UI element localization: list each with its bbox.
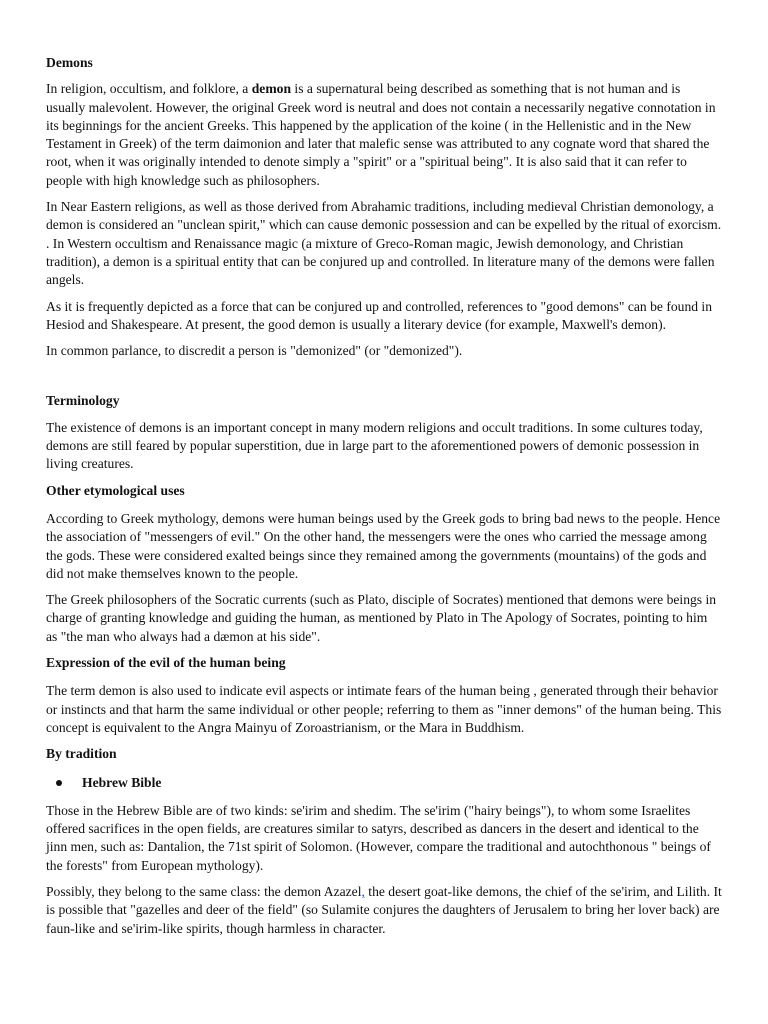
bullet-label: Hebrew Bible: [82, 774, 162, 790]
heading-etymological-uses: Other etymological uses: [46, 482, 185, 498]
paragraph-good-demons: As it is frequently depicted as a force that can be conjured up and controlled, references to "good demons" can be found in Hesiod and Shakespeare. At present, the good demon is usually a literary device (for example, Maxwell's demon).: [46, 298, 713, 332]
paragraph-greek-mythology: According to Greek mythology, demons were human beings used by the Greek gods to bring bad news to the people. Hence the association of "messengers of evil." On the other hand, the messengers were the ones who carried the message among the gods. These were considered exalted beings since they remained among the governments (mountains) of the gods and did not make themselves known to the people.: [46, 510, 721, 581]
bullet-icon: [56, 780, 62, 786]
paragraph-text: Possibly, they belong to the same class: the demon Azazel: [46, 883, 362, 899]
heading-terminology: Terminology: [46, 393, 120, 409]
paragraph-text: In religion, occultism, and folklore, a: [46, 81, 252, 97]
document-body: [46, 54, 722, 938]
paragraph-terminology: The existence of demons is an important concept in many modern religions and occult traditions. In some cultures today, demons are still feared by popular superstition, due in large part to the aforementioned powers of demonic possession in living creatures.: [46, 419, 703, 472]
paragraph-demons-intro: [46, 80, 722, 190]
heading-by-tradition: By tradition: [46, 746, 117, 762]
heading-demons: Demons: [46, 55, 93, 70]
paragraph-near-eastern: In Near Eastern religions, as well as those derived from Abrahamic traditions, including medieval Christian demonology, a demon is considered an "unclean spirit," which can cause demonic possession and can be expelled by the ritual of exorcism. . In Western occultism and Renaissance magic (a mixture of Greco-Roman magic, Jewish demonology, and Christian tradition), a demon is a spiritual entity that can be conjured up and controlled. In literature many of the demons were fallen angels.: [46, 199, 722, 288]
paragraph-text: is a supernatural being described as something that is not human and is usually malevolent. However, the original Greek word is neutral and does not contain a necessarily negative connotation in its beginnings for the ancient Greeks. This happened by the application of the koine ( in the Hellenistic and in the New Testament in Greek) of the term daimonion and later that malefic sense was attributed to any cognate word that shared the root, when it was originally intended to denote simply a "spirit" or a "spiritual being". It is also said that it can refer to people with high knowledge such as philosophers.: [46, 81, 716, 188]
hyperlink-azazel[interactable]: ,: [361, 883, 365, 899]
bullet-item-hebrew-bible: [56, 774, 722, 792]
heading-expression-of-evil: Expression of the evil of the human being: [46, 655, 286, 671]
bold-term-demon: demon: [251, 81, 292, 97]
paragraph-hebrew-bible-kinds: Those in the Hebrew Bible are of two kinds: se'irim and shedim. The se'irim ("hairy beings"), to whom some Israelites offered sacrifices in the open fields, are creatures similar to satyrs, described as dancers in the desert and identical to the jinn men, such as: Dantalion, the 71st spirit of Solomon. (However, compare the traditional and autochthonous " beings of the forests" from European mythology).: [46, 802, 711, 873]
paragraph-azazel: [46, 883, 722, 938]
paragraph-common-parlance: In common parlance, to discredit a person is "demonized" (or "demonized").: [46, 343, 463, 359]
paragraph-inner-demons: The term demon is also used to indicate evil aspects or intimate fears of the human being , generated through their behavior or instincts and that harm the same individual or other people; referring to them as "inner demons" of the human being. This concept is equivalent to the Angra Mainyu of Zoroastrianism, or the Mara in Buddhism.: [46, 683, 722, 735]
paragraph-greek-philosophers: The Greek philosophers of the Socratic currents (such as Plato, disciple of Socrates) mentioned that demons were beings in charge of granting knowledge and guiding the human, as mentioned by Plato in The Apology of Socrates, pointing to him as "the man who always had a dæmon at his side".: [46, 592, 717, 644]
paragraph-text: the desert goat-like demons, the chief of the se'irim, and Lilith. It is possible that "gazelles and deer of the field" (so Sulamite conjures the daughters of Jerusalem to bring her lover back) are faun-like and se'irim-like spirits, though harmless in character.: [46, 883, 722, 936]
